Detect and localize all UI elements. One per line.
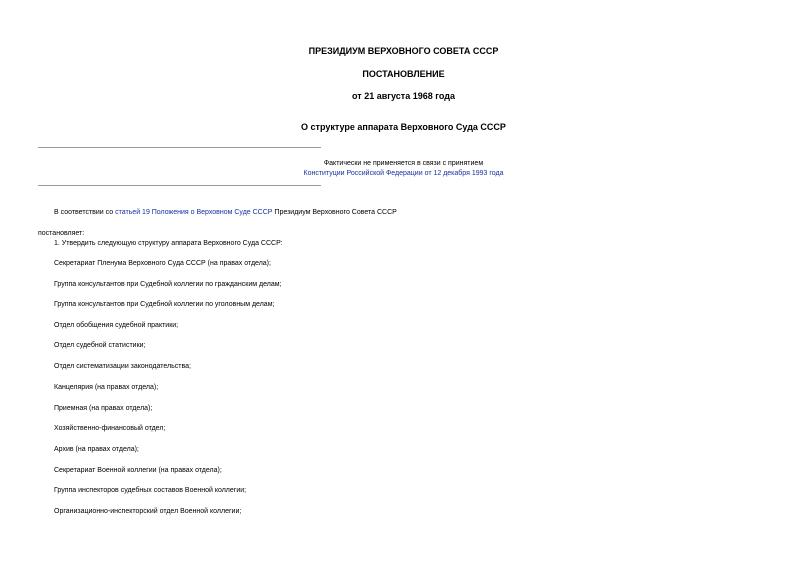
structure-item: Секретариат Пленума Верховного Суда СССР (на правах отдела); — [54, 260, 271, 267]
constitution-link[interactable]: Конституции Российской Федерации от 12 декабря 1993 года — [303, 170, 504, 177]
structure-item: Хозяйственно-финансовый отдел; — [54, 425, 166, 432]
structure-item: Секретариат Военной коллегии (на правах отдела); — [54, 467, 222, 474]
divider-bottom — [38, 185, 321, 186]
document-title: О структуре аппарата Верховного Суда СССР — [301, 122, 506, 132]
item-1-text: 1. Утвердить следующую структуру аппарата Верховного Суда СССР: — [54, 240, 283, 247]
preamble-suffix: Президиум Верховного Совета СССР — [272, 209, 397, 216]
status-note: Фактически не применяется в связи с принятием — [323, 160, 484, 167]
status-note-link-line — [0, 170, 807, 177]
structure-item: Группа консультантов при Судебной коллегии по уголовным делам; — [54, 301, 275, 308]
document-date: от 21 августа 1968 года — [352, 91, 455, 101]
structure-item: Отдел систематизации законодательства; — [54, 363, 191, 370]
structure-item: Организационно-инспекторский отдел Военной коллегии; — [54, 508, 242, 515]
issuing-body: ПРЕЗИДИУМ ВЕРХОВНОГО СОВЕТА СССР — [308, 46, 499, 56]
structure-item: Группа инспекторов судебных составов Военной коллегии; — [54, 487, 247, 494]
structure-item: Архив (на правах отдела); — [54, 446, 139, 453]
structure-item: Приемная (на правах отдела); — [54, 405, 153, 412]
structure-item: Группа консультантов при Судебной коллегии по гражданским делам; — [54, 281, 282, 288]
divider-top — [38, 147, 321, 148]
structure-item: Отдел обобщения судебной практики; — [54, 322, 179, 329]
structure-item: Отдел судебной статистики; — [54, 342, 146, 349]
preamble-prefix: В соответствии со — [54, 209, 116, 216]
preamble — [54, 209, 397, 216]
statute-link[interactable]: статьей 19 Положения о Верховном Суде СССР — [115, 209, 273, 216]
structure-item: Канцелярия (на правах отдела); — [54, 384, 159, 391]
resolves-text: постановляет: — [38, 230, 85, 237]
document-type: ПОСТАНОВЛЕНИЕ — [362, 69, 445, 79]
